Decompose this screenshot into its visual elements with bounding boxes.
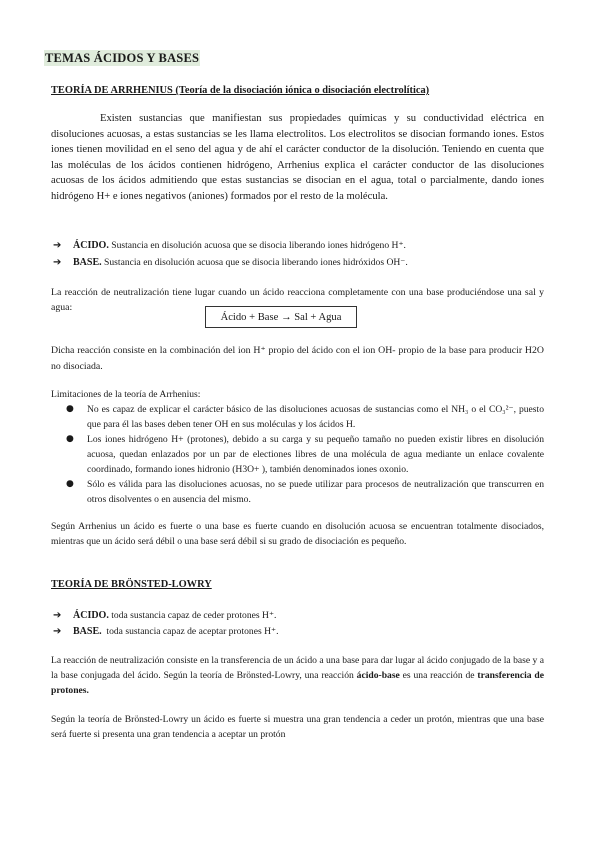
acid-def: Sustancia en disolución acuosa que se disocia liberando iones hidrógeno H⁺. — [111, 240, 406, 251]
bronsted-acid-definition — [53, 609, 276, 623]
arrow-icon: ➔ — [53, 257, 62, 268]
bronsted-strength: Según la teoría de Brönsted-Lowry un ácido es fuerte si muestra una gran tendencia a ceder un protón, mientras que una base será fuerte si presenta una gran tendencia a aceptar un protón — [51, 714, 544, 740]
base-term: BASE. — [73, 626, 102, 637]
acid-term: ÁCIDO. — [73, 240, 109, 251]
arrow-icon: ➔ — [53, 240, 62, 251]
base-def: toda sustancia capaz de aceptar protones H⁺. — [106, 626, 279, 637]
equation-box: Ácido + Base → Sal + Agua — [205, 306, 357, 328]
acid-term: ÁCIDO. — [73, 610, 109, 621]
arrhenius-combination: Dicha reacción consiste en la combinación del ion H⁺ propio del ácido con el ion OH- propio de la base para producir H2O no disociada. — [51, 345, 544, 372]
bronsted-heading: TEORÍA DE BRÖNSTED-LOWRY — [51, 579, 212, 590]
bronsted-neutralization: La reacción de neutralización consiste en la transferencia de un ácido a una base para dar lugar al ácido conjugado de la base y a la base conjugada del ácido. Según la teoría de Brönsted-Lowry, una reacción ácido-base es una reacción de transferencia de protones. — [51, 655, 544, 696]
bullet-icon: ● — [66, 404, 74, 414]
acid-def: toda sustancia capaz de ceder protones H⁺. — [111, 610, 277, 621]
arrhenius-acid-definition — [53, 239, 406, 253]
arrow-icon: ➔ — [53, 610, 62, 621]
list-item: ● No es capaz de explicar el carácter básico de las disoluciones acuosas de sustancias como el NH₃ o el CO₃²⁻, puesto que para él las bases deben tener OH en sus moléculas y los ácidos H. — [66, 404, 544, 430]
arrhenius-heading: TEORÍA DE ARRHENIUS (Teoría de la disociación iónica o disociación electrolítica) — [51, 85, 430, 96]
neutralization-text: La reacción de neutralización tiene lugar cuando un ácido reacciona completamente con una base produciéndose una sal y agua: — [51, 287, 544, 313]
list-item: ● Los iones hidrógeno H+ (protones), debido a su carga y su pequeño tamaño no pueden existir libres en disolución acuosa, quedan enlazados por un par de electiones libres de una molécula de agua mediante un enlace covalente coordinado, formando iones hidronio (H3O+ ), también denominados iones oxonio. — [66, 434, 544, 475]
bullet-icon: ● — [66, 479, 74, 489]
bullet-icon: ● — [66, 434, 74, 444]
limitations-list — [51, 402, 544, 507]
list-item: ● Sólo es válida para las disoluciones acuosas, no se puede utilizar para procesos de neutralización que transcurren en otros disolventes o en ausencia del mismo. — [66, 479, 544, 505]
arrow-icon: ➔ — [53, 626, 62, 637]
arrhenius-intro: Existen sustancias que manifiestan sus propiedades químicas y su conductividad eléctrica en disoluciones acuosas, a estas sustancias se les llama electrolitos. Los electrolitos se disocian formando iones. Estos iones tienen movilidad en el seno del agua y de ahí el carácter conductor de la disolución. Teniendo en cuenta que las moléculas de los ácidos contienen hidrógeno, Arrhenius explica el carácter conductor de las disoluciones acuosas de los ácidos admitiendo que estas sustancias se disocian en el agua, total o parcialmente, dando iones hidrógeno H+ e iones negativos (aniones) formados por el resto de la molécula. — [51, 113, 544, 202]
base-term: BASE. — [73, 257, 102, 268]
arrhenius-strength: Según Arrhenius un ácido es fuerte o una base es fuerte cuando en disolución acuosa se encuentran totalmente disociados, mientras que un ácido será débil o una base será débil si su grado de disociación es pequeño. — [51, 521, 544, 547]
page-title: TEMAS ÁCIDOS Y BASES — [45, 51, 200, 65]
limitations-title: Limitaciones de la teoría de Arrhenius: — [51, 389, 201, 400]
base-def: Sustancia en disolución acuosa que se disocia liberando iones hidróxidos OH⁻. — [104, 257, 408, 268]
bronsted-base-definition — [53, 625, 279, 639]
arrhenius-base-definition — [53, 256, 408, 270]
